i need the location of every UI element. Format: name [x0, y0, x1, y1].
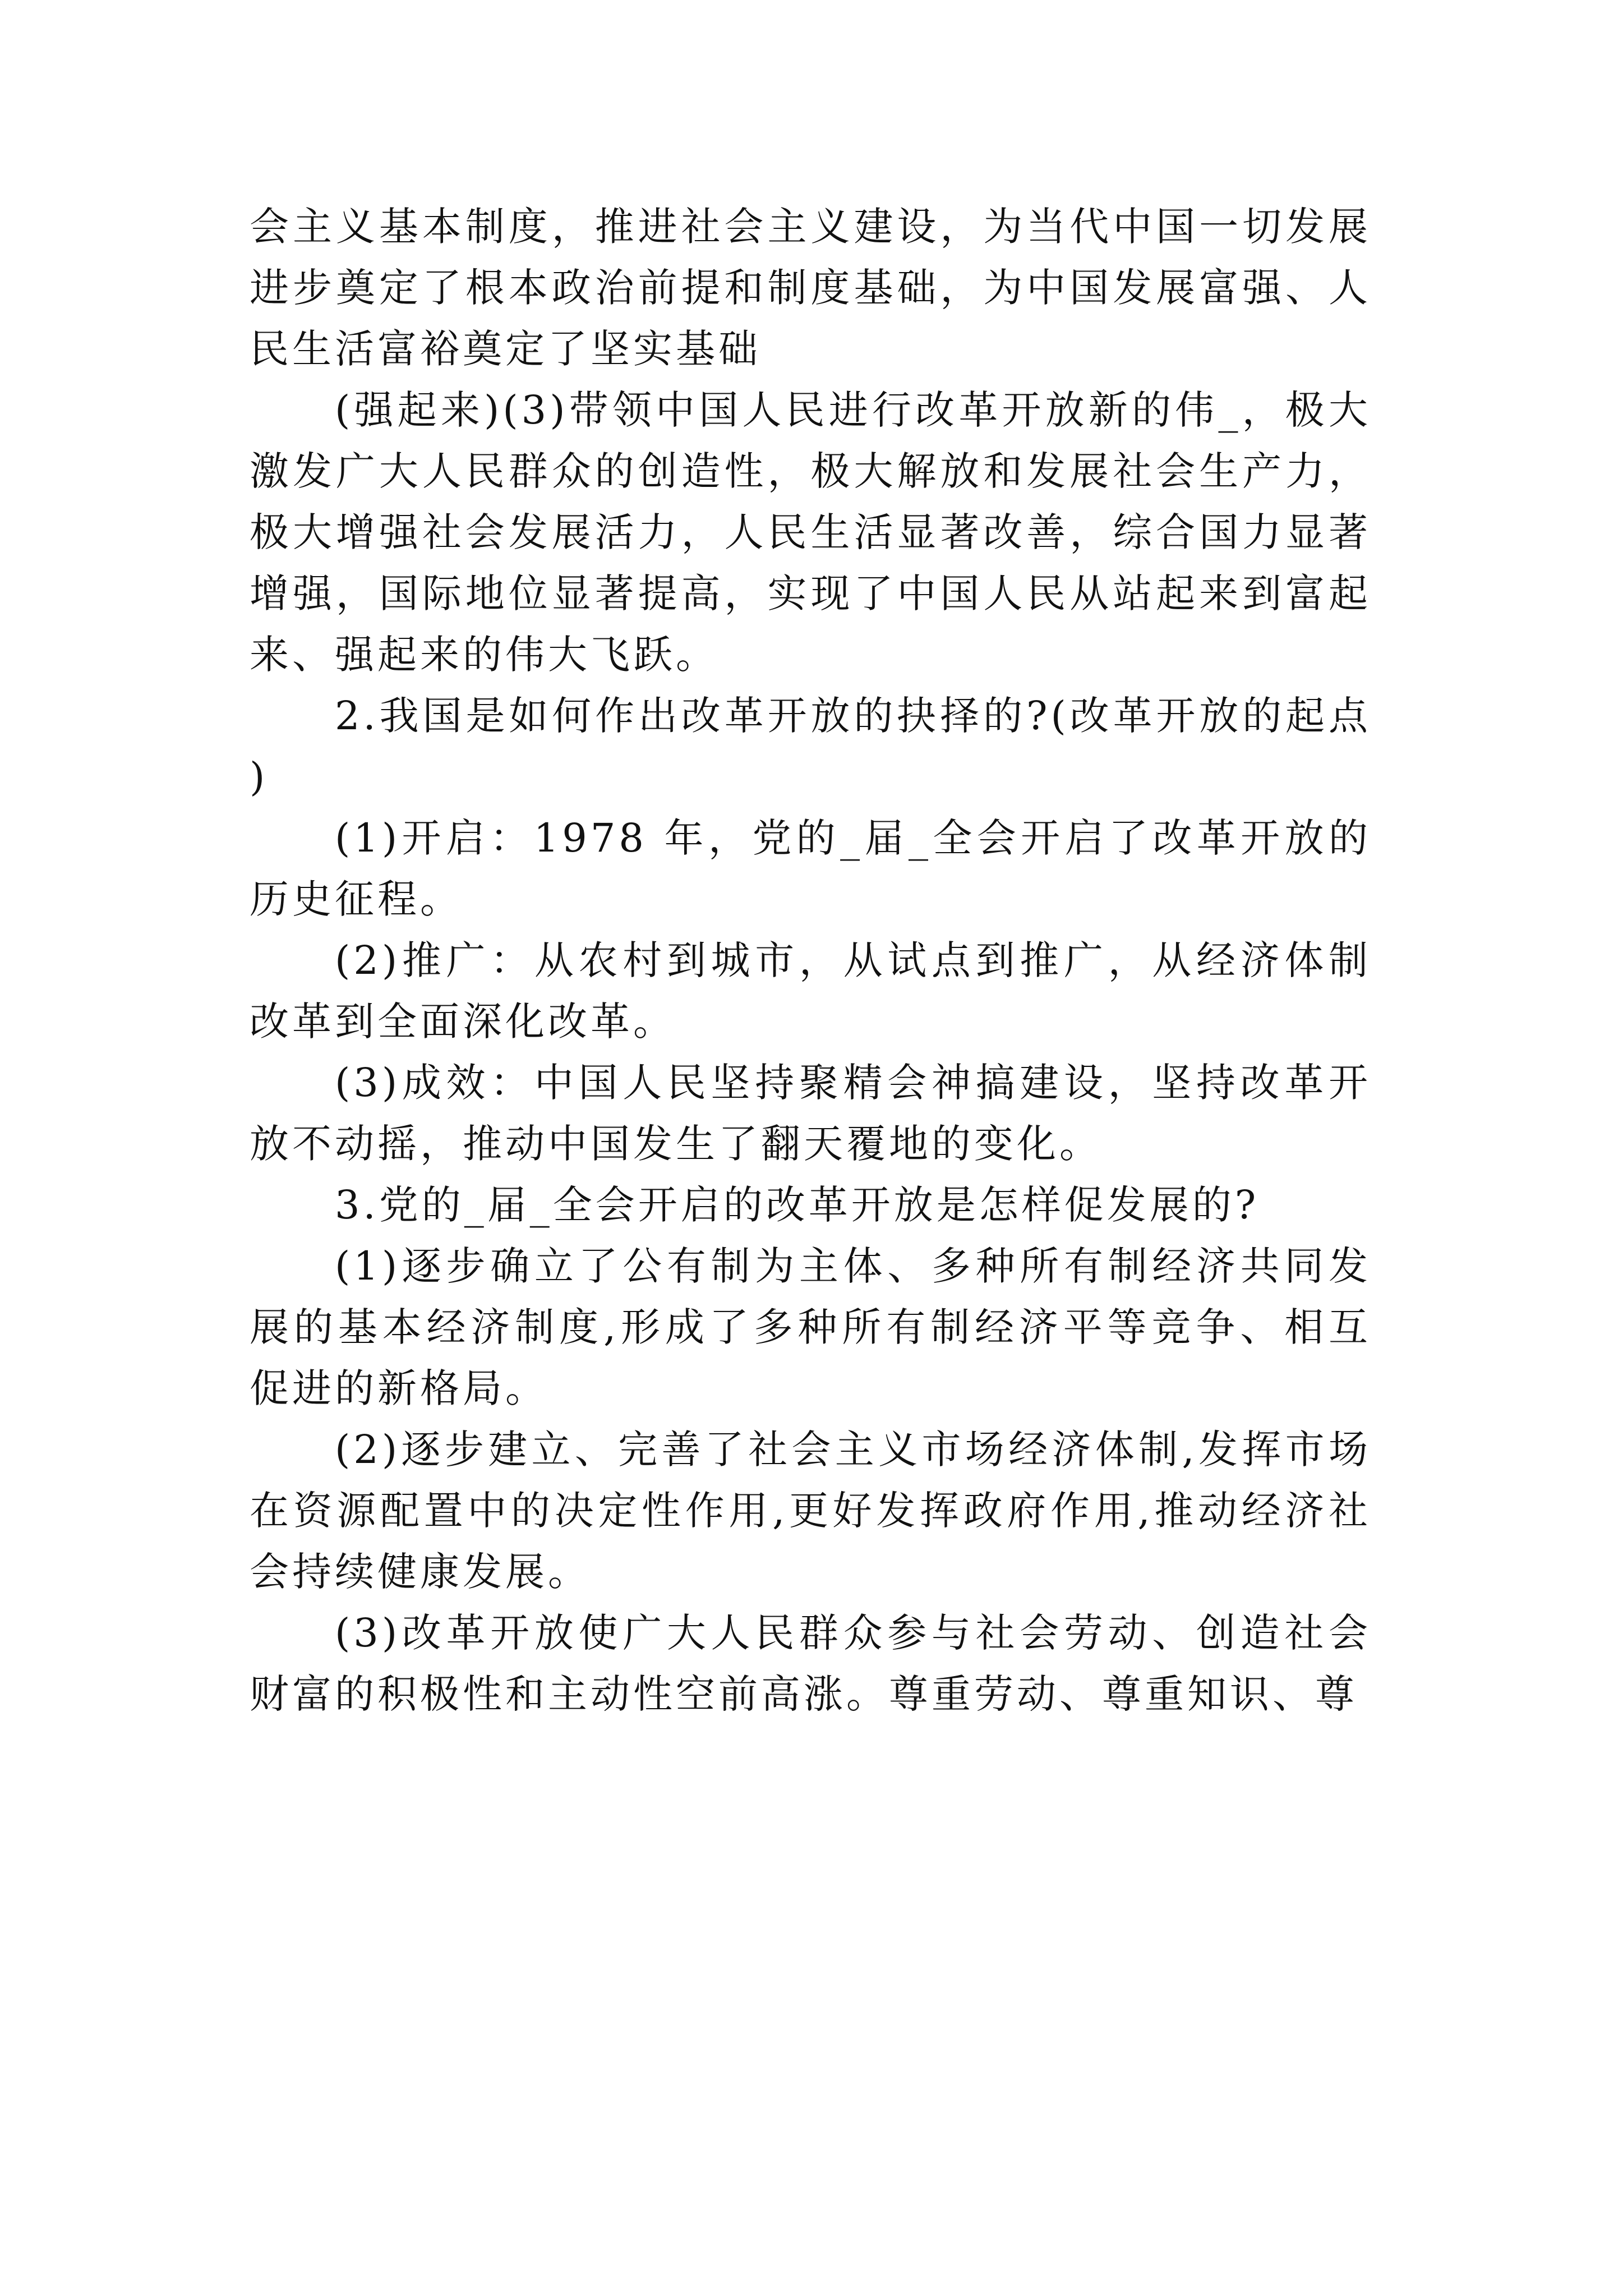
- paragraph-6: (3)成效：中国人民坚持聚精会神搞建设，坚持改革开放不动摇，推动中国发生了翻天覆地的变化。: [250, 1060, 1371, 1167]
- paragraph-3-heading: 2.我国是如何作出改革开放的抉择的?(改革开放的起点): [250, 693, 1371, 800]
- paragraph-7-heading: 3.党的_届_全会开启的改革开放是怎样促发展的?: [335, 1182, 1260, 1228]
- paragraph-4: (1)开启：1978 年，党的_届_全会开启了改革开放的历史征程。: [250, 815, 1371, 922]
- paragraph-10: (3)改革开放使广大人民群众参与社会劳动、创造社会财富的积极性和主动性空前高涨。尊重劳动、尊重知识、尊: [250, 1610, 1371, 1717]
- paragraph-1: 会主义基本制度，推进社会主义建设，为当代中国一切发展进步奠定了根本政治前提和制度基础，为中国发展富强、人民生活富裕奠定了坚实基础: [250, 204, 1371, 372]
- paragraph-9: (2)逐步建立、完善了社会主义市场经济体制,发挥市场在资源配置中的决定性作用,更好发挥政府作用,推动经济社会持续健康发展。: [250, 1427, 1371, 1595]
- paragraph-8: (1)逐步确立了公有制为主体、多种所有制经济共同发展的基本经济制度,形成了多种所有制经济平等竞争、相互促进的新格局。: [250, 1243, 1371, 1411]
- document-body: [250, 196, 1371, 1725]
- paragraph-5: (2)推广：从农村到城市，从试点到推广，从经济体制改革到全面深化改革。: [250, 937, 1371, 1045]
- paragraph-2: (强起来)(3)带领中国人民进行改革开放新的伟_，极大激发广大人民群众的创造性，极大解放和发展社会生产力，极大增强社会发展活力，人民生活显著改善，综合国力显著增强，国际地位显著提高，实现了中国人民从站起来到富起来、强起来的伟大飞跃。: [250, 387, 1371, 678]
